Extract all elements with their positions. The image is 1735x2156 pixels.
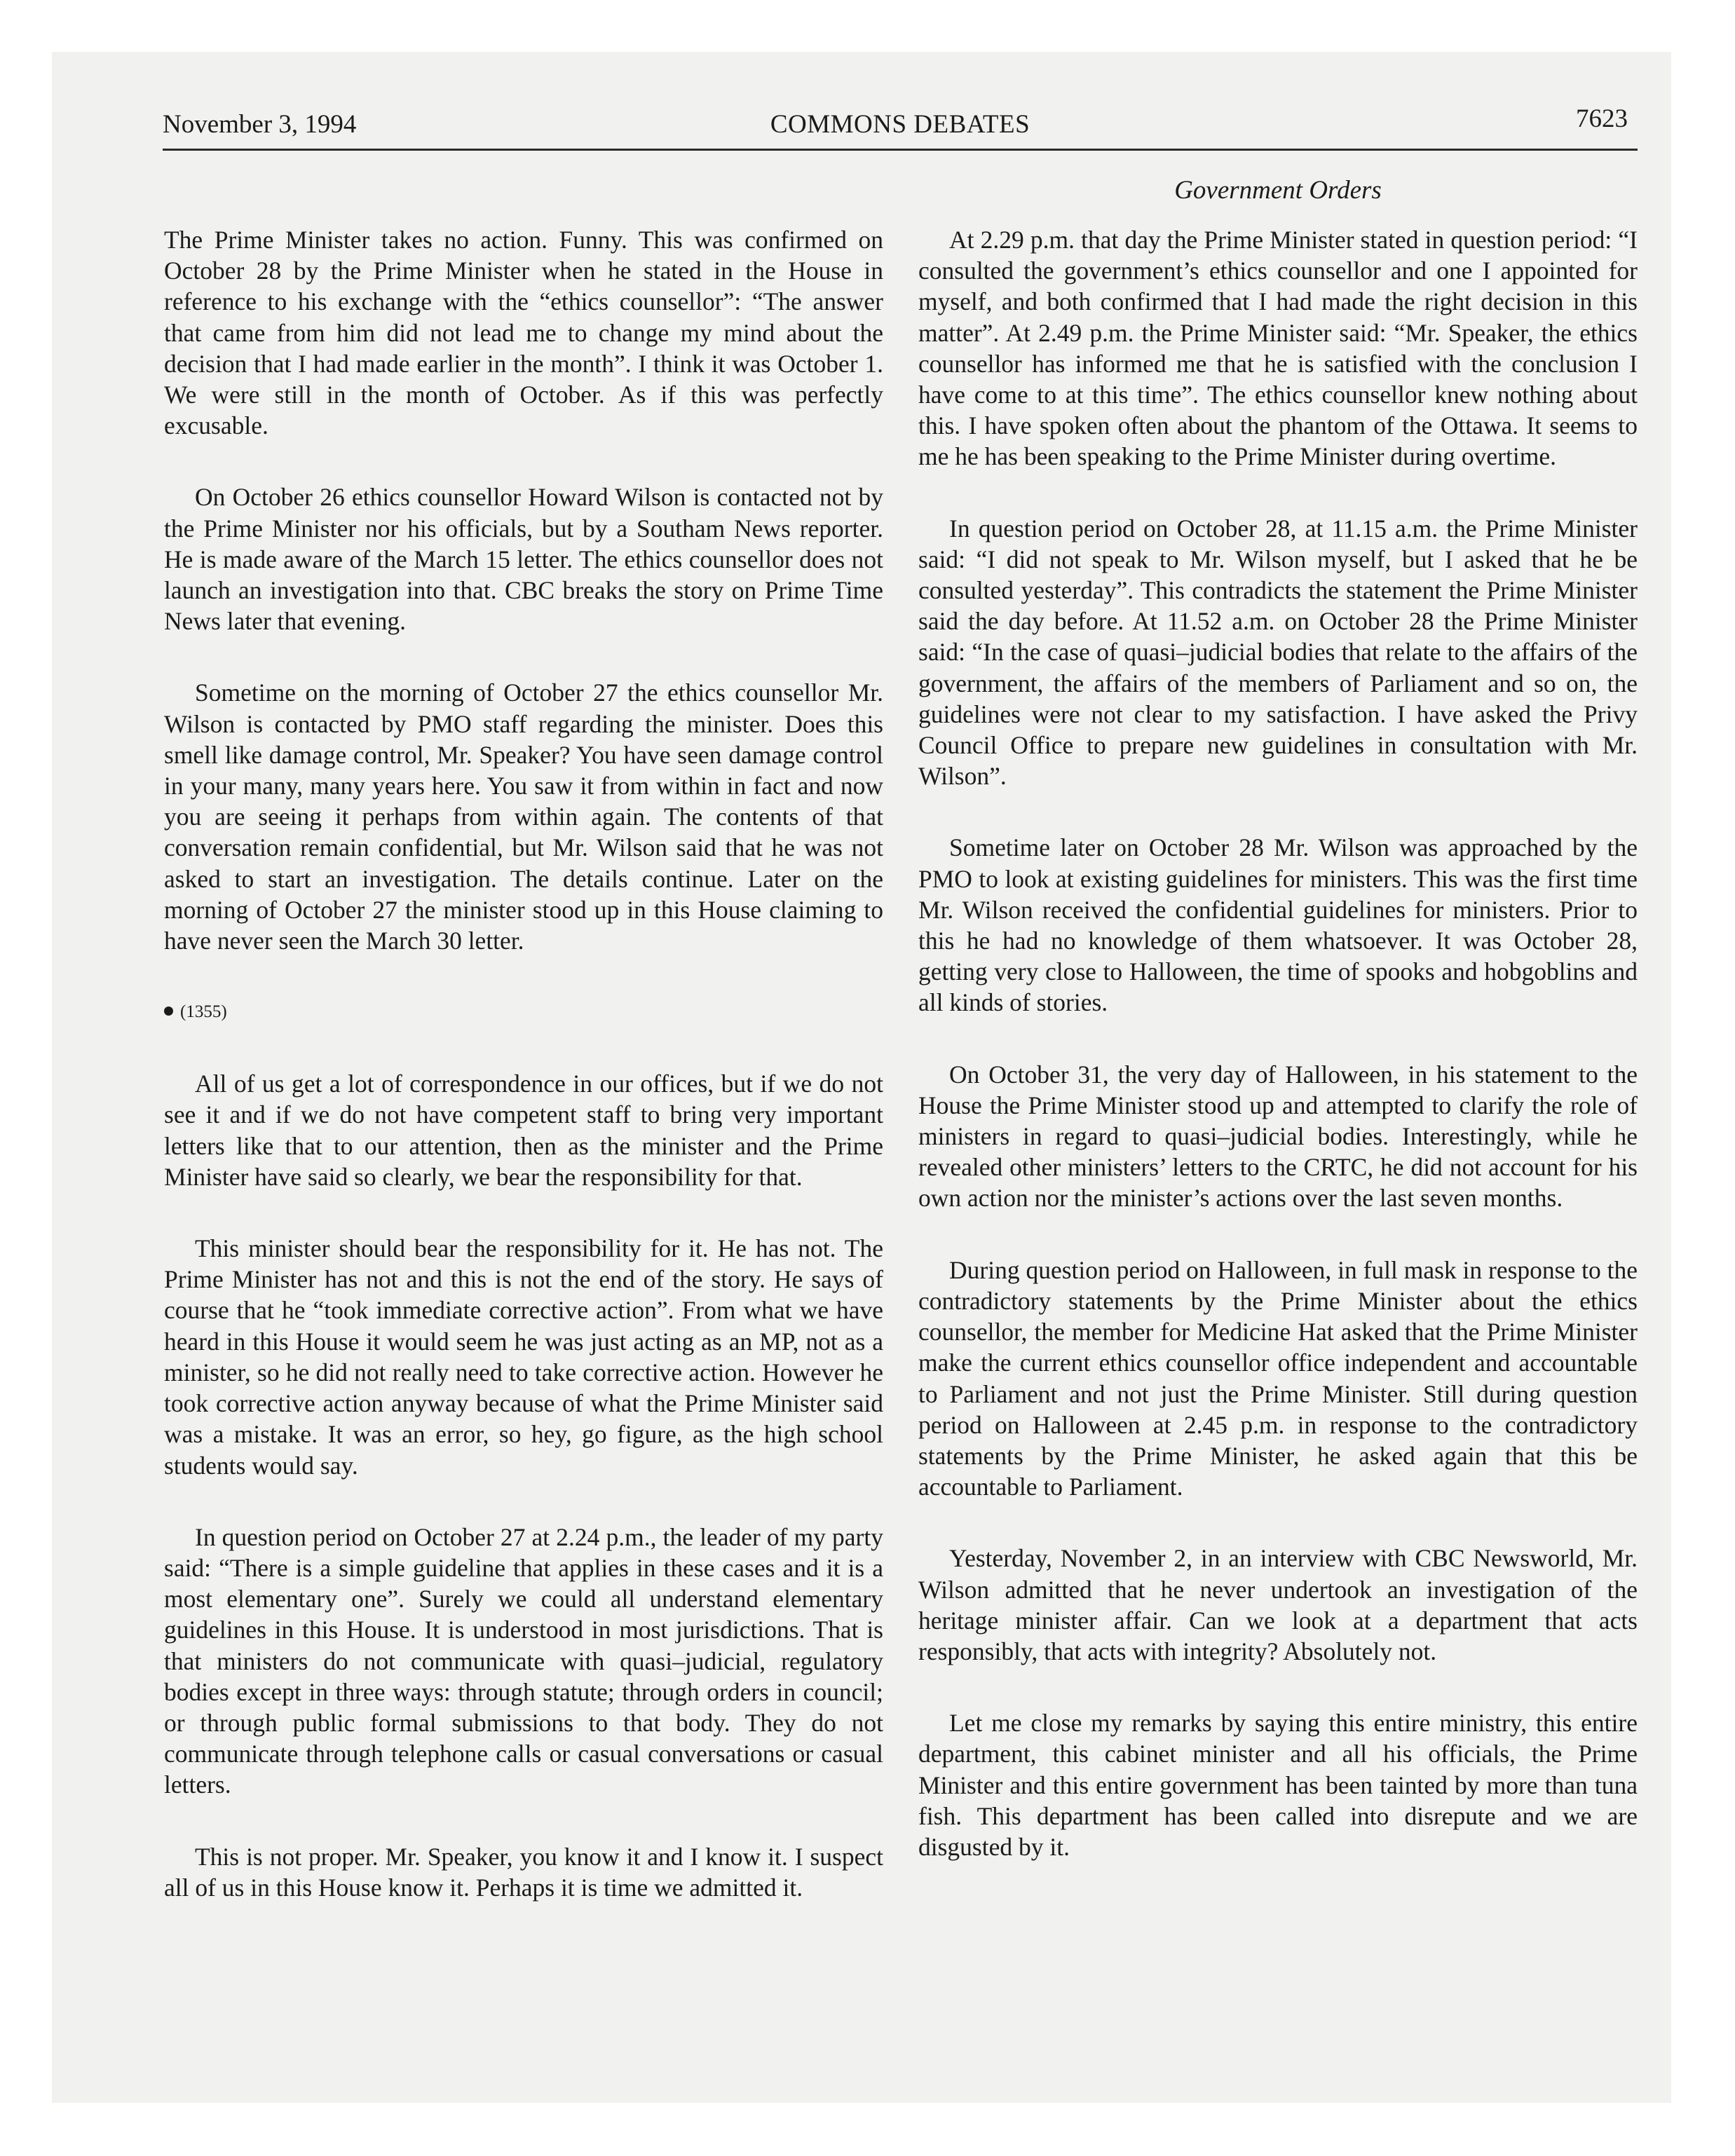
paragraph: The Prime Minister takes no action. Funny. This was confirmed on October 28 by the Prime Minister when he stated in the House in reference to his exchange with the “ethics counsellor”: “The answer that came from him did not lead me to change my mind about the decision that I had made earlier in the month”. I think it was October 1. We were still in the month of October. As if this was perfectly excusable. [164, 226, 883, 440]
paragraph: This minister should bear the responsibility for it. He has not. The Prime Minister has not and this is not the end of the story. He says of course that he “took immediate corrective action”. From what we have heard in this House it would seem he was just acting as an MP, not as a minister, so he did not really need to take corrective action. However he took corrective action anyway because of what the Prime Minister said was a mistake. It was an error, so hey, go figure, as the high school students would say. [164, 1234, 883, 1480]
left-column [164, 224, 883, 1944]
bullet-icon [164, 1007, 173, 1016]
paragraph: At 2.29 p.m. that day the Prime Minister stated in question period: “I consulted the government’s ethics counsellor and one I appointed for myself, and both confirmed that I had made the right decision in this matter”. At 2.49 p.m. the Prime Minister said: “Mr. Speaker, the ethics counsellor has informed me that he is satisfied with the conclusion I have come to at this time”. The ethics counsellor knew nothing about this. I have spoken often about the phantom of the Ottawa. It seems to me he has been speaking to the Prime Minister during overtime. [918, 226, 1638, 471]
header-rule [163, 149, 1638, 151]
paragraph: Let me close my remarks by saying this entire ministry, this entire department, this cabinet minister and all his officials, the Prime Minister and this entire government has been tainted by more than tuna fish. This department has been called into disrepute and we are disgusted by it. [918, 1709, 1638, 1861]
paragraph: On October 26 ethics counsellor Howard Wilson is contacted not by the Prime Minister nor his officials, but by a Southam News reporter. He is made aware of the March 15 letter. The ethics counsellor does not launch an investigation into that. CBC breaks the story on Prime Time News later that evening. [164, 483, 883, 636]
paragraph: Sometime later on October 28 Mr. Wilson was approached by the PMO to look at existing guidelines for ministers. This was the first time Mr. Wilson received the confidential guidelines for ministers. Prior to this he had no knowledge of them whatsoever. It was October 28, getting very close to Halloween, the time of spooks and hobgoblins and all kinds of stories. [918, 833, 1638, 1017]
paragraph: All of us get a lot of correspondence in our offices, but if we do not see it and if we do not have competent staff to bring very important letters like that to our attention, then as the minister and the Prime Minister have said so clearly, we bear the responsibility for that. [164, 1070, 883, 1191]
paragraph: On October 31, the very day of Halloween, in his statement to the House the Prime Minister stood up and attempted to clarify the role of ministers in regard to quasi–judicial bodies. Interestingly, while he revealed other ministers’ letters to the CRTC, he did not account for his own action nor the minister’s actions over the last seven months. [918, 1060, 1638, 1213]
paragraph: In question period on October 28, at 11.15 a.m. the Prime Minister said: “I did not speak to Mr. Wilson myself, but I asked that he be consulted yesterday”. This contradicts the statement the Prime Minister said the day before. At 11.52 a.m. on October 28 the Prime Minister said: “In the case of quasi–judicial bodies that relate to the affairs of the government, the affairs of the members of Parliament and so on, the guidelines were not clear to my satisfaction. I have asked the Privy Council Office to prepare new guidelines in consultation with Mr. Wilson”. [918, 514, 1638, 791]
paragraph: Sometime on the morning of October 27 the ethics counsellor Mr. Wilson is contacted by PMO staff regarding the minister. Does this smell like damage control, Mr. Speaker? You have seen damage control in your many, many years here. You saw it from within in fact and now you are seeing it perhaps from within again. The contents of that conversation remain confidential, but Mr. Wilson said that he was not asked to start an investigation. The details continue. Later on the morning of October 27 the minister stood up in this House claiming to have never seen the March 30 letter. [164, 678, 883, 955]
header-date: November 3, 1994 [163, 110, 357, 139]
header-title: COMMONS DEBATES [770, 110, 1030, 139]
paragraph: In question period on October 27 at 2.24 p.m., the leader of my party said: “There is a simple guideline that applies in these cases and it is a most elementary one”. Surely we could all understand elementary guidelines in this House. It is understood in most jurisdictions. That is that ministers do not communicate with quasi–judicial, regulatory bodies except in three ways: through statute; through orders in council; or through public formal submissions to that body. They do not communicate through telephone calls or casual conversations or casual letters. [164, 1522, 883, 1799]
paragraph: This is not proper. Mr. Speaker, you know it and I know it. I suspect all of us in this House know it. Perhaps it is time we admitted it. [164, 1842, 883, 1902]
page-number: 7623 [1576, 104, 1628, 133]
time-marker-text: (1355) [180, 1002, 227, 1022]
running-header [163, 104, 1638, 147]
paragraph: Yesterday, November 2, in an interview with CBC Newsworld, Mr. Wilson admitted that he never undertook an investigation of the heritage minister affair. Can we look at a department that acts responsibly, that acts with integrity? Absolutely not. [918, 1544, 1638, 1665]
right-column [918, 224, 1638, 1903]
section-label: Government Orders [1174, 176, 1382, 205]
time-marker [164, 997, 883, 1028]
paragraph: During question period on Halloween, in full mask in response to the contradictory statements by the Prime Minister about the ethics counsellor, the member for Medicine Hat asked that the Prime Minister make the current ethics counsellor office independent and accountable to Parliament and not just the Prime Minister. Still during question period on Halloween at 2.45 p.m. in response to the contradictory statements by the Prime Minister, he asked again that this be accountable to Parliament. [918, 1255, 1638, 1501]
